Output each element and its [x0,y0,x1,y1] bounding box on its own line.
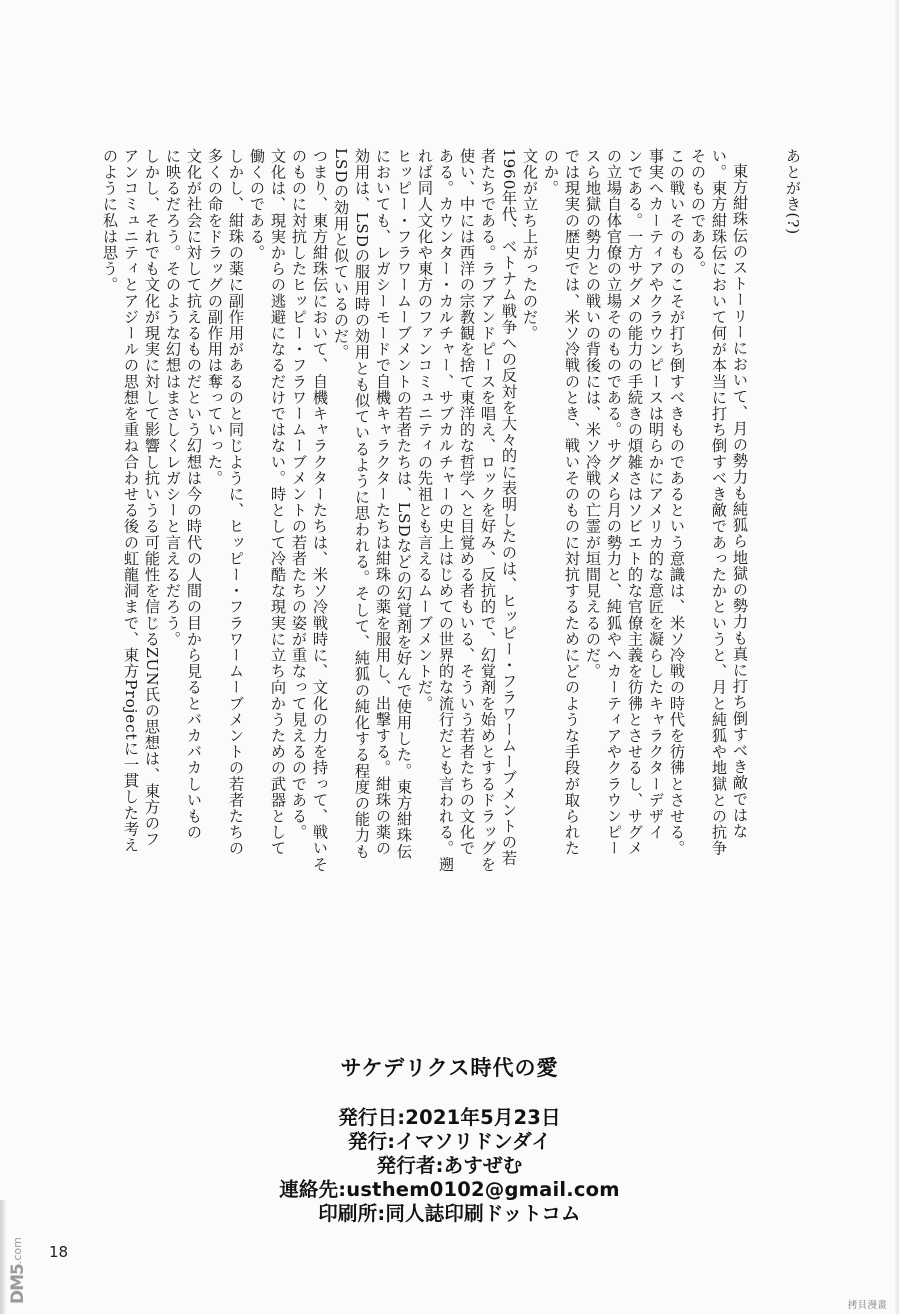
text-column: い。東方紺珠伝において何が本当に打ち倒すべき敵であったかというと、月と純狐や地獄との抗争 [710,148,728,857]
text-column: に映るだろう。そのような幻想はまさしくレガシーと言えるだろう。 [164,148,182,648]
text-column: れば同人文化や東方のファンコミュニティの先祖とも言えるムーブメントだ。 [416,148,434,712]
text-column: スら地獄の勢力との戦いの背後には、米ソ冷戦の亡霊が垣間見えるのだ。 [584,148,602,680]
watermark-text: 拷貝漫畫 [847,1300,887,1311]
text-column: 事実ヘカーティアやクラウンピースは明らかにアメリカ的な意匠を凝らしたキャラクターデザイ [647,148,665,841]
text-column: 文化が立ち上がったのだ。 [521,148,539,342]
watermark-logo-icon [4,1212,44,1304]
text-column: ヒッピー・フラワームーブメントの若者たちは、LSDなどの幻覚剤を好んで使用した。東方紺珠伝 [395,148,413,860]
text-column: 使い、中には西洋の宗教観を捨て東洋的な哲学へと目覚める者もいる、そういう若者たちの文化で [458,148,476,857]
text-column: 働くのである。 [248,148,266,261]
watermark-logo-text: DM5 [8,1264,28,1304]
issue-date: 発行日:2021年5月23日 [338,1106,561,1129]
text-column: においても、レガシーモードで自機キャラクターたちは紺珠の薬を服用し、出撃する。紺珠の薬の [374,148,392,857]
text-column: のか。 [542,148,560,197]
author: 発行者:あすぜむ [376,1154,523,1177]
text-column: LSDの効用と似ているのだ。 [332,148,350,361]
text-column: つまり、東方紺珠伝において、自機キャラクターたちは、米ソ冷戦時に、文化の力を持って、戦いそ [311,148,329,873]
afterword-heading: あとがき(?) [784,148,802,236]
printer: 印刷所:同人誌印刷ドットコム [318,1202,581,1225]
watermark-logo-sub: .com [11,1237,24,1265]
colophon [0,1052,899,1226]
publisher: 発行:イマソリドンダイ [347,1130,552,1153]
text-column: 文化は、現実からの逃避になるだけではない。時として冷酷な現実に立ち向かうための武器として [269,148,287,857]
book-title: サケデリクス時代の愛 [340,1055,559,1080]
text-column: 者たちである。ラブアンドピースを唱え、ロックを好み、反抗的で、幻覚剤を始めとするドラッグを [479,148,497,873]
text-column: 効用は、LSDの服用時の効用とも似ているように思われる。そして、純狐の純化する程度の能力も [353,148,371,860]
text-column: の立場自体官僚の立場そのものである。サグメら月の勢力と、純狐やヘカーティアやクラウンピー [605,148,623,857]
text-column: 東方紺珠伝のストーリーにおいて、月の勢力も純狐ら地獄の勢力も真に打ち倒すべき敵ではな [731,163,749,840]
afterword-text [99,148,803,873]
text-column: この戦いそのものこそが打ち倒すべきものであるという意識は、米ソ冷戦の時代を彷彿とさせる。 [668,148,686,857]
text-column: アンコミュニティとアジールの思想を重ね合わせる後の虹龍洞まで、東方Projectに一貫した考え [122,148,140,854]
text-column: 文化が社会に対して抗えるものだという幻想は今の時代の人間の目から見るとバカバカしいもの [185,148,203,841]
text-column: ある。カウンター・カルチャー、サブカルチャーの史上はじめての世界的な流行だとも言われる。遡 [437,148,455,873]
contact-email: 連絡先:usthem0102@gmail.com [279,1178,620,1201]
text-column: しかし、紺珠の薬に副作用があるのと同じように、ヒッピー・フラワームーブメントの若者たちの [227,148,245,857]
text-column: のように私は思う。 [101,148,119,293]
text-column: のものに対抗したヒッピー・フラワームーブメントの若者たちの姿が重なって見えるのである。 [290,148,308,841]
text-column: ンである。一方サグメの能力の手続きの煩雑さはソビエト的な官僚主義を彷彿とさせるし、サグメ [626,148,644,857]
text-column: 多くの命をドラッグの副作用は奪っていった。 [206,148,224,487]
text-column: では現実の歴史では、米ソ冷戦のとき、戦いそのものに対抗するためにどのような手段が取られた [563,148,581,857]
text-column: しかし、それでも文化が現実に対して影響し抗いうる可能性を信じるZUN氏の思想は、東方のフ [143,148,161,848]
text-column: 1960年代、ベトナム戦争への反対を大々的に表明したのは、ヒッピー・フラワームーブメントの若 [500,148,518,867]
page-number: 18 [49,1243,69,1261]
text-column: そのものである。 [689,148,707,277]
